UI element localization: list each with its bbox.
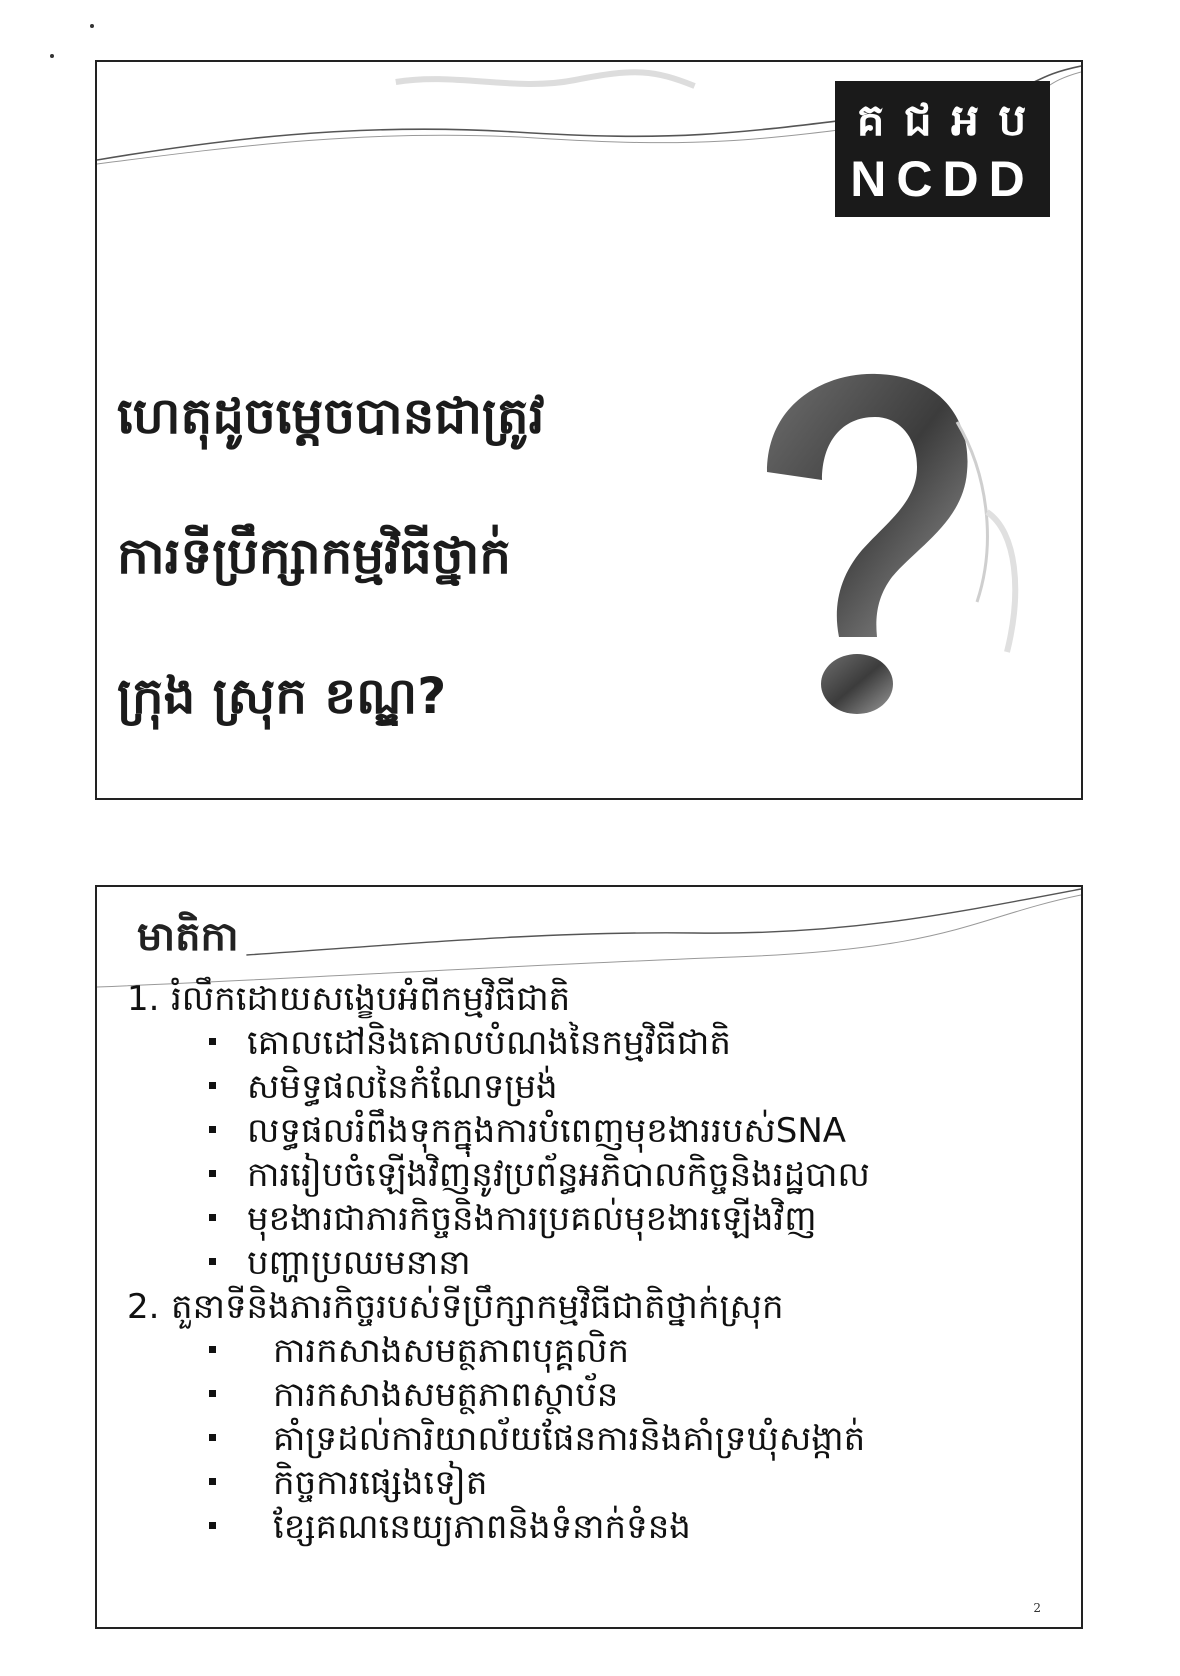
bullet-icon	[209, 1258, 216, 1265]
list-item-text: កិច្ចការផ្សេងទៀត	[273, 1463, 488, 1503]
list-item	[127, 1505, 1057, 1549]
page-number: 2	[1033, 1601, 1041, 1615]
list-item	[127, 1197, 1057, 1241]
bullet-icon	[209, 1522, 216, 1529]
contents-outline	[127, 977, 1057, 1549]
bullet-icon	[209, 1126, 216, 1133]
logo-english-text: NCDD	[850, 151, 1035, 207]
list-item-text: គោលដៅនិងគោលបំណងនៃកម្មវិធីជាតិ	[247, 1023, 731, 1063]
slide-title-line-1: ហេតុដូចម្ដេចបានជាត្រូវ	[117, 387, 545, 445]
list-item	[127, 1065, 1057, 1109]
list-item	[127, 1153, 1057, 1197]
section-2-title	[127, 1285, 1057, 1329]
list-item	[127, 1373, 1057, 1417]
list-item	[127, 1461, 1057, 1505]
bullet-icon	[209, 1434, 216, 1441]
list-item-text: ខ្សែគណនេយ្យភាពនិងទំនាក់ទំនង	[273, 1507, 691, 1547]
logo-khmer-text: គ ជ អ ប	[856, 95, 1029, 146]
list-item-text: ការកសាងសមត្ថភាពបុគ្គលិក	[273, 1331, 630, 1371]
contents-slide	[95, 885, 1083, 1629]
question-mark-icon	[727, 362, 1037, 742]
bullet-icon	[209, 1170, 216, 1177]
ncdd-logo	[835, 81, 1050, 217]
bullet-icon	[209, 1390, 216, 1397]
list-item	[127, 1417, 1057, 1461]
slide-title-line-3: ក្រុង ស្រុក ខណ្ឌ?	[117, 667, 447, 725]
bullet-icon	[209, 1082, 216, 1089]
section-number: 1.	[127, 979, 160, 1019]
bullet-icon	[209, 1214, 216, 1221]
list-item	[127, 1241, 1057, 1285]
slide-title-line-2: ការទីប្រឹក្សាកម្មវិធីថ្នាក់	[117, 527, 512, 585]
list-item	[127, 1329, 1057, 1373]
bullet-icon	[209, 1038, 216, 1045]
scan-speck	[50, 54, 54, 58]
list-item-text: សមិទ្ធផលនៃកំណែទម្រង់	[247, 1067, 558, 1107]
list-item-text: ការកសាងសមត្ថភាពស្ថាប័ន	[273, 1375, 619, 1415]
list-item-text: បញ្ហាប្រឈមនានា	[247, 1243, 471, 1283]
section-title-text: តួនាទីនិងភារកិច្ចរបស់ទីប្រឹក្សាកម្មវិធីជាតិថ្នាក់ស្រុក	[171, 1287, 784, 1327]
list-item-text: គាំទ្រដល់ការិយាល័យផែនការនិងគាំទ្រឃុំសង្កាត់	[273, 1419, 866, 1459]
list-item	[127, 1021, 1057, 1065]
bullet-icon	[209, 1478, 216, 1485]
list-item-text: ការរៀបចំឡើងវិញនូវប្រព័ន្ធអភិបាលកិច្ចនិងរដ្ឋបាល	[247, 1155, 870, 1195]
contents-heading: មាតិកា	[137, 914, 239, 960]
title-slide	[95, 60, 1083, 800]
section-number: 2.	[127, 1287, 160, 1327]
section-title-text: រំលឹកដោយសង្ខេបអំពីកម្មវិធីជាតិ	[171, 979, 571, 1019]
list-item	[127, 1109, 1057, 1153]
list-item-text: លទ្ធផលរំពឹងទុកក្នុងការបំពេញមុខងាររបស់SNA	[247, 1111, 847, 1151]
section-1-title	[127, 977, 1057, 1021]
list-item-text: មុខងារជាភារកិច្ចនិងការប្រគល់មុខងារឡើងវិញ	[247, 1199, 817, 1239]
scan-speck	[90, 24, 94, 28]
bullet-icon	[209, 1346, 216, 1353]
